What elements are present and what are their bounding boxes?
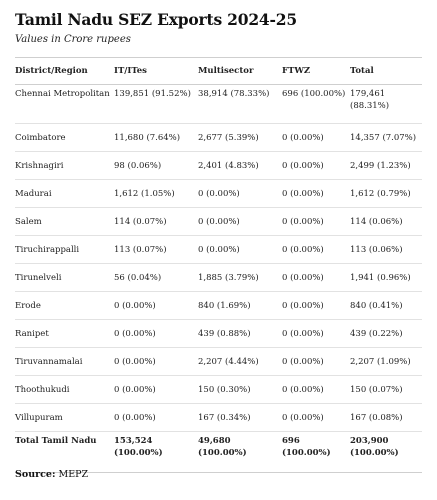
cell-it-ites: 114 (0.07%) bbox=[114, 208, 198, 236]
column-header-ftwz: FTWZ bbox=[282, 58, 350, 85]
table-row bbox=[15, 404, 422, 432]
cell-ftwz: 0 (0.00%) bbox=[282, 320, 350, 348]
table-row bbox=[15, 152, 422, 180]
cell-ftwz: 0 (0.00%) bbox=[282, 376, 350, 404]
cell-it-ites: 0 (0.00%) bbox=[114, 376, 198, 404]
cell-total: 167 (0.08%) bbox=[350, 404, 422, 432]
column-header-it-ites: IT/ITes bbox=[114, 58, 198, 85]
cell-total: 179,461 (88.31%) bbox=[350, 85, 422, 124]
cell-multisector: 0 (0.00%) bbox=[198, 180, 282, 208]
cell-district: Tiruchirappalli bbox=[15, 236, 114, 264]
cell-ftwz: 0 (0.00%) bbox=[282, 152, 350, 180]
cell-ftwz: 0 (0.00%) bbox=[282, 264, 350, 292]
cell-multisector: 167 (0.34%) bbox=[198, 404, 282, 432]
cell-total: 1,941 (0.96%) bbox=[350, 264, 422, 292]
source-note bbox=[15, 469, 88, 480]
cell-district: Krishnagiri bbox=[15, 152, 114, 180]
cell-it-ites: 153,524 (100.00%) bbox=[114, 432, 198, 473]
cell-it-ites: 98 (0.06%) bbox=[114, 152, 198, 180]
cell-ftwz: 0 (0.00%) bbox=[282, 292, 350, 320]
table-row bbox=[15, 320, 422, 348]
cell-total: 14,357 (7.07%) bbox=[350, 124, 422, 152]
table-row bbox=[15, 376, 422, 404]
cell-ftwz: 0 (0.00%) bbox=[282, 124, 350, 152]
cell-ftwz: 0 (0.00%) bbox=[282, 208, 350, 236]
cell-multisector: 2,401 (4.83%) bbox=[198, 152, 282, 180]
cell-district: Total Tamil Nadu bbox=[15, 432, 114, 473]
cell-it-ites: 0 (0.00%) bbox=[114, 292, 198, 320]
table-header-row bbox=[15, 58, 422, 85]
cell-ftwz: 696 (100.00%) bbox=[282, 85, 350, 124]
cell-total: 1,612 (0.79%) bbox=[350, 180, 422, 208]
table-row bbox=[15, 348, 422, 376]
cell-district: Salem bbox=[15, 208, 114, 236]
cell-total: 113 (0.06%) bbox=[350, 236, 422, 264]
cell-it-ites: 1,612 (1.05%) bbox=[114, 180, 198, 208]
source-value: MEPZ bbox=[58, 469, 89, 480]
source-label: Source: bbox=[15, 469, 56, 480]
table-total-row bbox=[15, 432, 422, 473]
column-header-multisector: Multisector bbox=[198, 58, 282, 85]
cell-total: 150 (0.07%) bbox=[350, 376, 422, 404]
table-row bbox=[15, 180, 422, 208]
page-subtitle: Values in Crore rupees bbox=[15, 34, 131, 45]
cell-it-ites: 113 (0.07%) bbox=[114, 236, 198, 264]
cell-multisector: 2,677 (5.39%) bbox=[198, 124, 282, 152]
cell-total: 114 (0.06%) bbox=[350, 208, 422, 236]
cell-district: Tiruvannamalai bbox=[15, 348, 114, 376]
table-row bbox=[15, 124, 422, 152]
cell-total: 439 (0.22%) bbox=[350, 320, 422, 348]
cell-ftwz: 696 (100.00%) bbox=[282, 432, 350, 473]
cell-multisector: 38,914 (78.33%) bbox=[198, 85, 282, 124]
cell-district: Madurai bbox=[15, 180, 114, 208]
cell-it-ites: 139,851 (91.52%) bbox=[114, 85, 198, 124]
cell-district: Ranipet bbox=[15, 320, 114, 348]
cell-multisector: 439 (0.88%) bbox=[198, 320, 282, 348]
cell-district: Coimbatore bbox=[15, 124, 114, 152]
cell-ftwz: 0 (0.00%) bbox=[282, 348, 350, 376]
table-row bbox=[15, 208, 422, 236]
cell-district: Erode bbox=[15, 292, 114, 320]
table-row bbox=[15, 264, 422, 292]
cell-multisector: 840 (1.69%) bbox=[198, 292, 282, 320]
cell-it-ites: 0 (0.00%) bbox=[114, 404, 198, 432]
cell-multisector: 49,680 (100.00%) bbox=[198, 432, 282, 473]
cell-ftwz: 0 (0.00%) bbox=[282, 404, 350, 432]
cell-district: Thoothukudi bbox=[15, 376, 114, 404]
cell-multisector: 2,207 (4.44%) bbox=[198, 348, 282, 376]
cell-it-ites: 0 (0.00%) bbox=[114, 320, 198, 348]
cell-total: 2,207 (1.09%) bbox=[350, 348, 422, 376]
cell-multisector: 150 (0.30%) bbox=[198, 376, 282, 404]
cell-multisector: 0 (0.00%) bbox=[198, 236, 282, 264]
cell-district: Villupuram bbox=[15, 404, 114, 432]
cell-ftwz: 0 (0.00%) bbox=[282, 236, 350, 264]
cell-multisector: 1,885 (3.79%) bbox=[198, 264, 282, 292]
cell-total: 203,900 (100.00%) bbox=[350, 432, 422, 473]
exports-table bbox=[15, 57, 422, 473]
cell-multisector: 0 (0.00%) bbox=[198, 208, 282, 236]
table-row bbox=[15, 85, 422, 124]
cell-total: 840 (0.41%) bbox=[350, 292, 422, 320]
table-row bbox=[15, 236, 422, 264]
cell-it-ites: 0 (0.00%) bbox=[114, 348, 198, 376]
cell-it-ites: 56 (0.04%) bbox=[114, 264, 198, 292]
cell-total: 2,499 (1.23%) bbox=[350, 152, 422, 180]
cell-it-ites: 11,680 (7.64%) bbox=[114, 124, 198, 152]
cell-district: Chennai Metropolitan bbox=[15, 85, 114, 124]
cell-district: Tirunelveli bbox=[15, 264, 114, 292]
column-header-total: Total bbox=[350, 58, 422, 85]
page-title: Tamil Nadu SEZ Exports 2024-25 bbox=[15, 10, 297, 29]
cell-ftwz: 0 (0.00%) bbox=[282, 180, 350, 208]
table-row bbox=[15, 292, 422, 320]
column-header-district: District/Region bbox=[15, 58, 114, 85]
